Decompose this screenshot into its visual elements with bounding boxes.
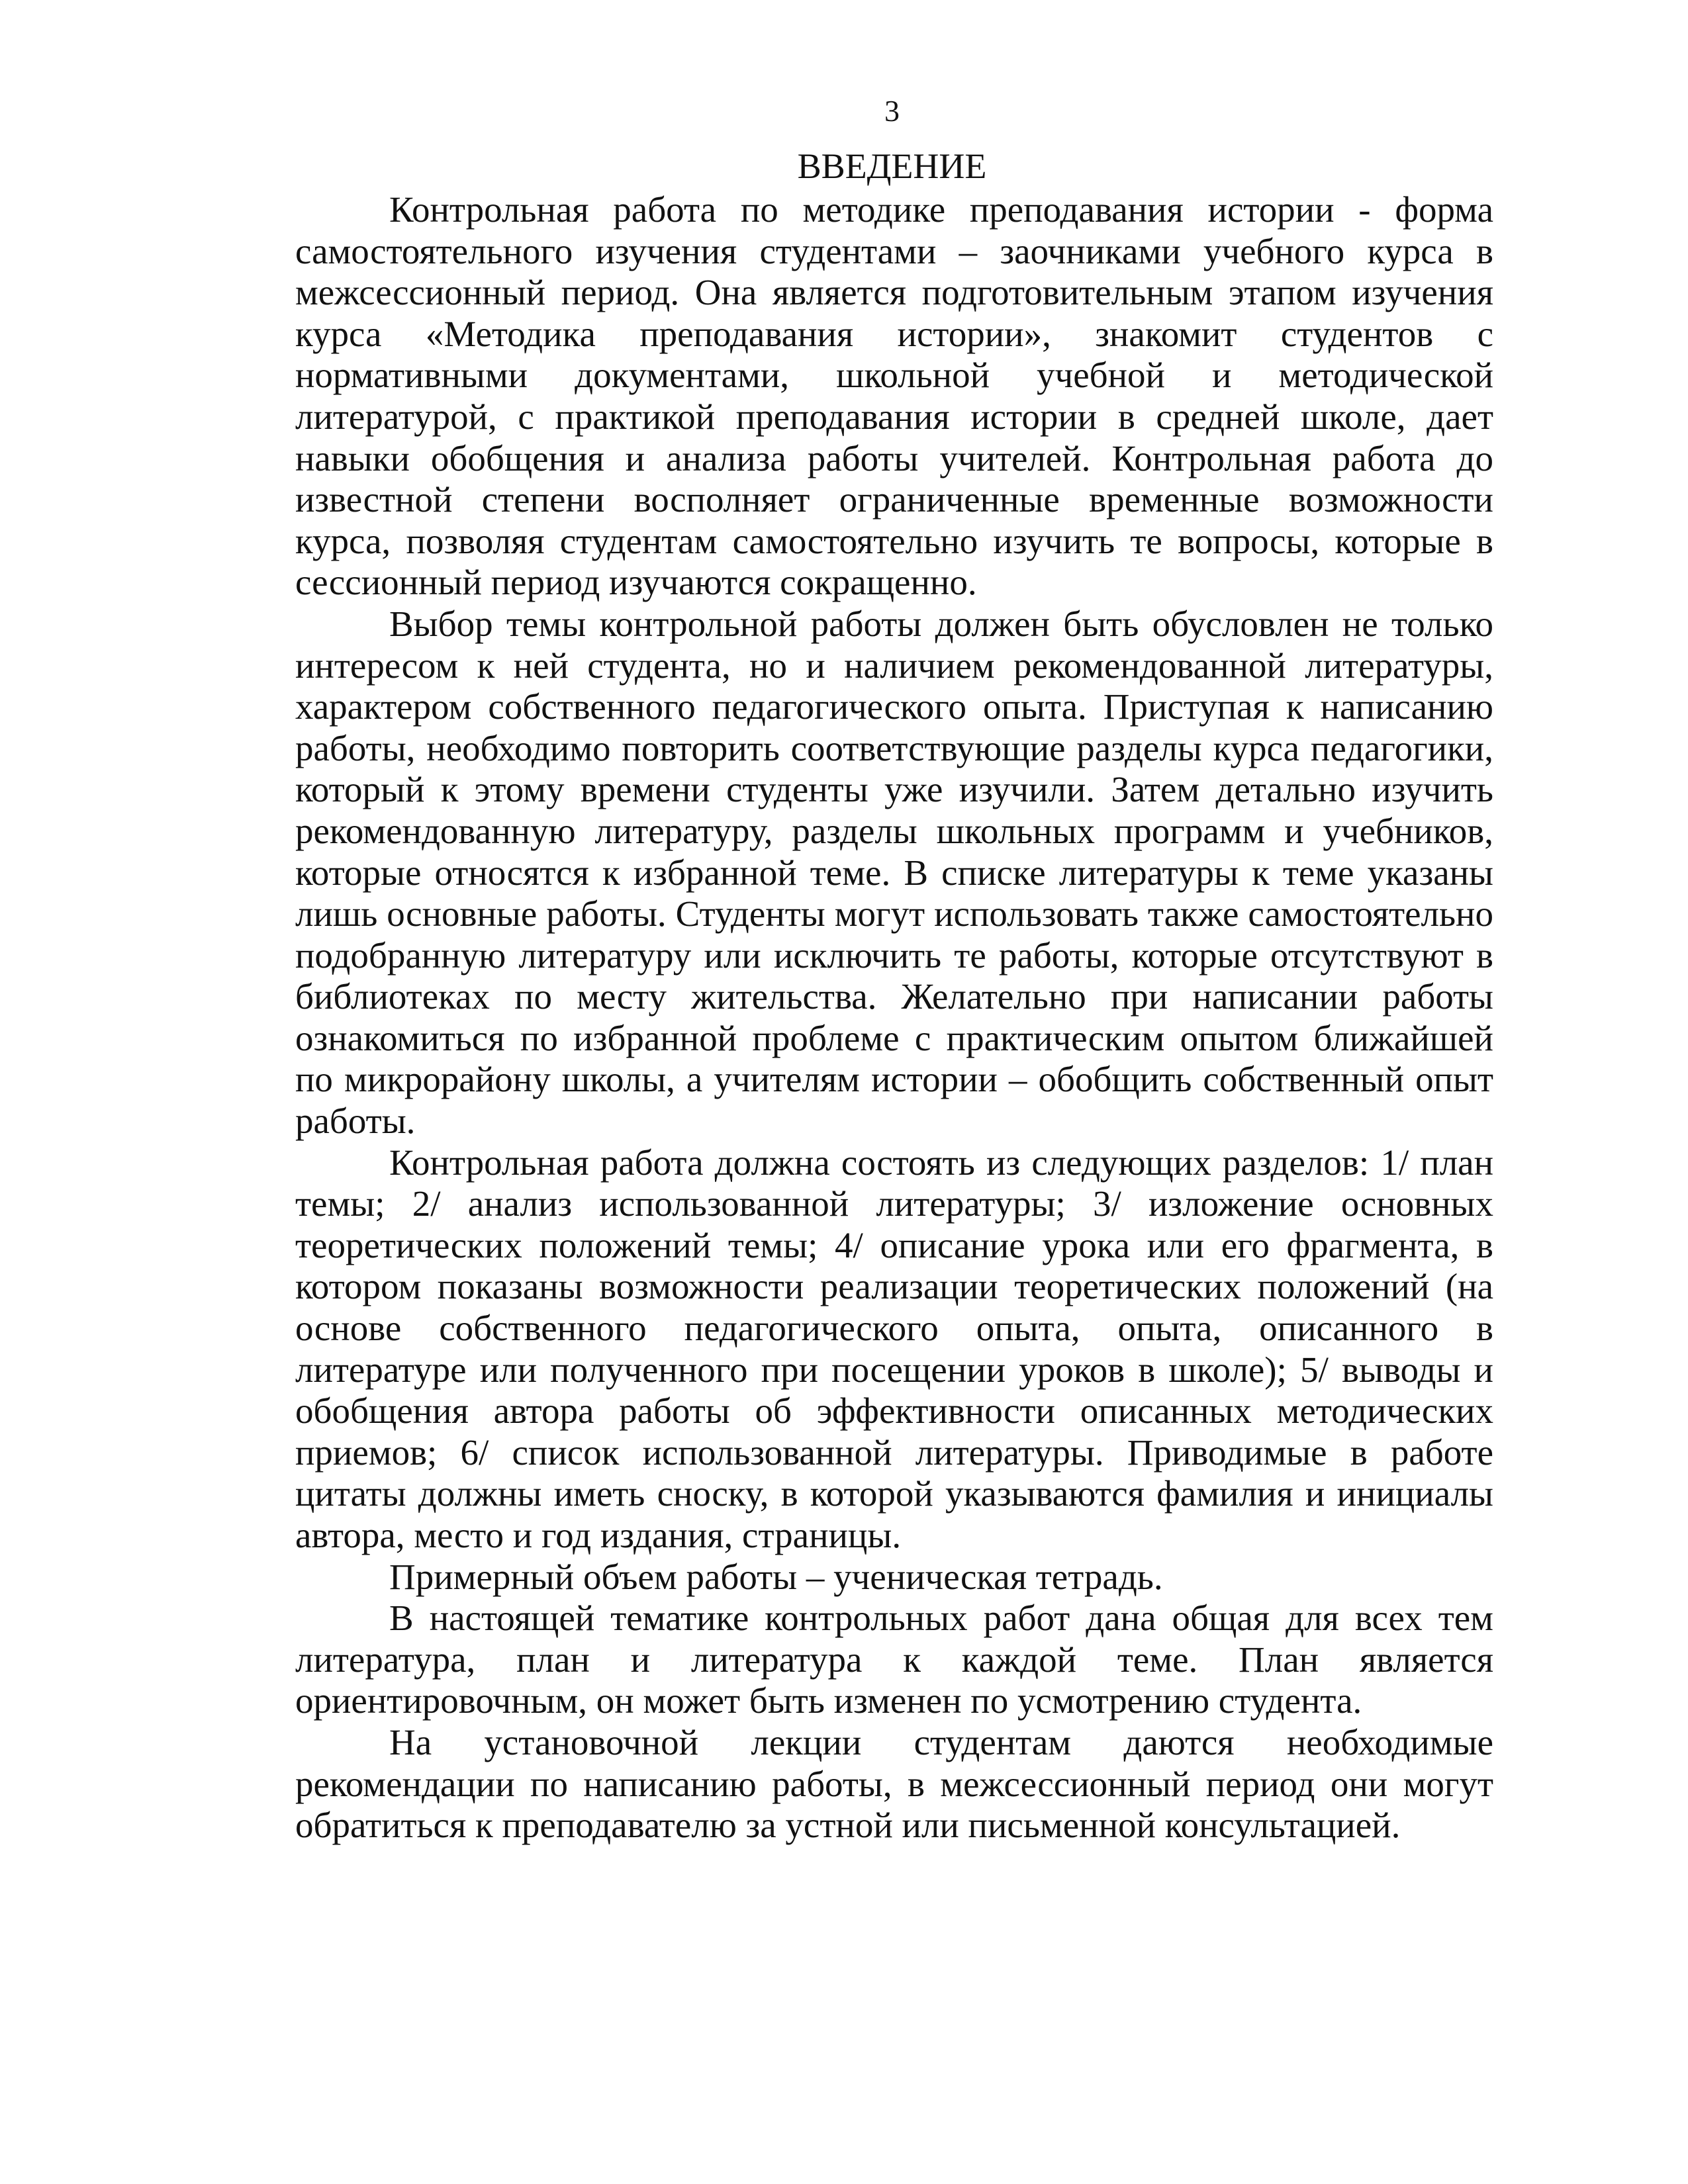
- paragraph: Контрольная работа по методике преподавания истории - форма самостоятельного изучения студентами – заочниками учебного курса в межсессионный период. Она является подготовительным этапом изучения курса «Методика преподавания истории», знакомит студентов с нормативными документами, школьной учебной и методической литературой, с практикой преподавания истории в средней школе, дает навыки обобщения и анализа работы учителей. Контрольная работа до известной степени восполняет ограниченные временные возможности курса, позволяя студентам самостоятельно изучить те вопросы, которые в сессионный период изучаются сокращенно.: [295, 189, 1493, 603]
- paragraph: Контрольная работа должна состоять из следующих разделов: 1/ план темы; 2/ анализ использованной литературы; 3/ изложение основных теоретических положений темы; 4/ описание урока или его фрагмента, в котором показаны возможности реализации теоретических положений (на основе собственного педагогического опыта, опыта, описанного в литературе или полученного при посещении уроков в школе); 5/ выводы и обобщения автора работы об эффективности описанных методических приемов; 6/ список использованной литературы. Приводимые в работе цитаты должны иметь сноску, в которой указываются фамилия и инициалы автора, место и год издания, страницы.: [295, 1142, 1493, 1555]
- paragraph: В настоящей тематике контрольных работ дана общая для всех тем литература, план и литература к каждой теме. План является ориентировочным, он может быть изменен по усмотрению студента.: [295, 1598, 1493, 1721]
- page-number: 3: [884, 94, 900, 128]
- paragraph: Выбор темы контрольной работы должен быть обусловлен не только интересом к ней студента, но и наличием рекомендованной литературы, характером собственного педагогического опыта. Приступая к написанию работы, необходимо повторить соответствующие разделы курса педагогики, который к этому времени студенты уже изучили. Затем детально изучить рекомендованную литературу, разделы школьных программ и учебников, которые относятся к избранной теме. В списке литературы к теме указаны лишь основные работы. Студенты могут использовать также самостоятельно подобранную литературу или исключить те работы, которые отсутствуют в библиотеках по месту жительства. Желательно при написании работы ознакомиться по избранной проблеме с практическим опытом ближайшей по микрорайону школы, а учителям истории – обобщить собственный опыт работы.: [295, 603, 1493, 1142]
- paragraph: Примерный объем работы – ученическая тетрадь.: [389, 1556, 1163, 1597]
- page-title: ВВЕДЕНИЕ: [797, 146, 987, 186]
- paragraph: На установочной лекции студентам даются необходимые рекомендации по написанию работы, в межсессионный период они могут обратиться к преподавателю за устной или письменной консультацией.: [295, 1721, 1493, 1846]
- body-text: [295, 189, 1493, 1846]
